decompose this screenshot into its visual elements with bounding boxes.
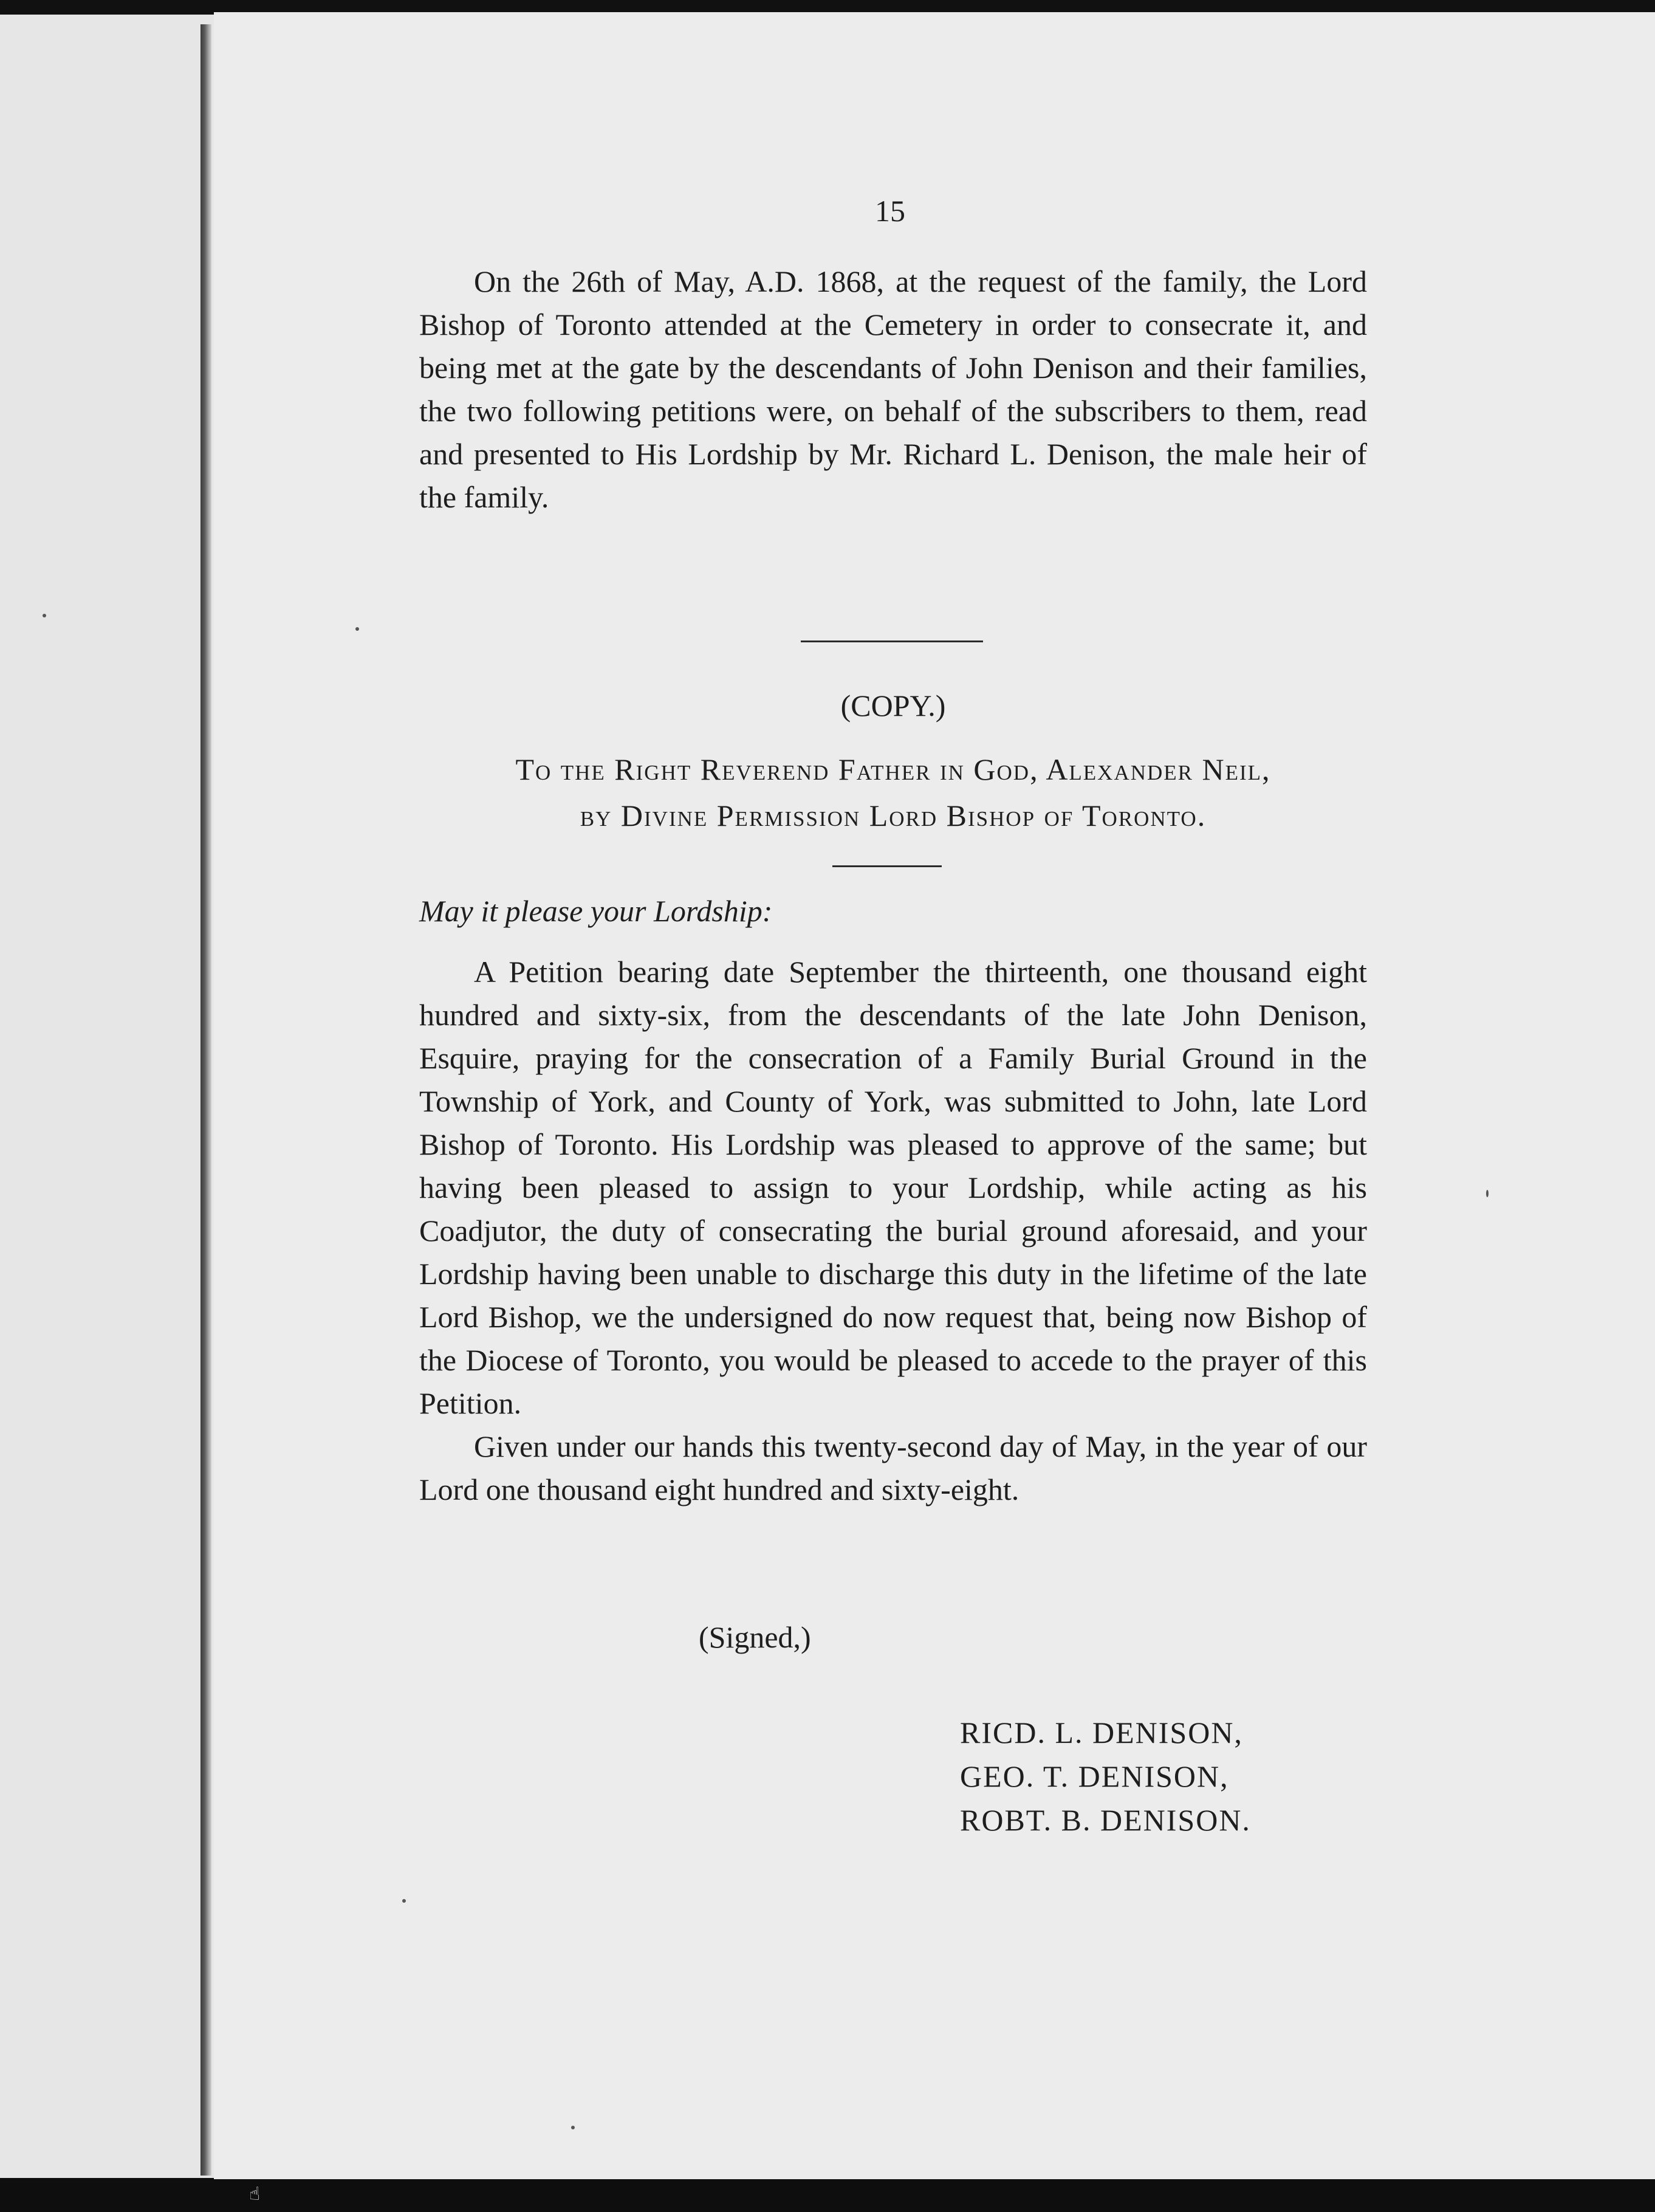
dust-speck <box>1486 1190 1489 1197</box>
signatory-name: ROBT. B. DENISON. <box>960 1803 1251 1837</box>
book-spine <box>200 24 211 2176</box>
salutation: May it please your Lordship: <box>419 894 773 928</box>
dust-speck <box>402 1899 406 1903</box>
petition-address <box>419 746 1367 839</box>
signed-label: (Signed,) <box>699 1620 811 1654</box>
address-divider <box>832 865 942 867</box>
intro-text: On the 26th of May, A.D. 1868, at the request of the family, the Lord Bishop of Toronto attended at the Cemetery in order to consecrate it, and being met at the gate by the descendants of John Denison and their families, the two following petitions were, on behalf of the subscribers to them, read and presented to His Lordship by Mr. Richard L. Denison, the male heir of the family. <box>419 264 1367 514</box>
signatory-name: RICD. L. DENISON, <box>960 1716 1243 1750</box>
petition-body <box>419 950 1367 1511</box>
section-divider <box>801 641 983 642</box>
address-line-1: To the Right Reverend Father in God, Alexander Neil, <box>515 752 1271 786</box>
copy-heading: (COPY.) <box>840 689 946 723</box>
dust-speck <box>43 614 46 617</box>
pointer-hand-icon: ☝ <box>249 2183 261 2205</box>
intro-paragraph <box>419 260 1367 519</box>
petition-body-text: A Petition bearing date September the thirteenth, one thousand eight hundred and sixty-six, from the descendants of the late John Denison, Esquire, praying for the consecration of a Family Burial Ground in the Township of York, and County of York, was submitted to John, late Lord Bishop of Toronto. His Lordship was pleased to approve of the same; but having been pleased to assign to your Lordship, while acting as his Coadjutor, the duty of consecrating the burial ground aforesaid, and your Lordship having been unable to discharge this duty in the lifetime of the late Lord Bishop, we the undersigned do now request that, being now Bishop of the Diocese of Toronto, you would be pleased to accede to the prayer of this Petition. <box>419 955 1367 1420</box>
page-number: 15 <box>875 194 905 228</box>
petition-given-text: Given under our hands this twenty-second day of May, in the year of our Lord one thousand eight hundred and sixty-eight. <box>419 1429 1367 1506</box>
scan-border-bottom <box>0 2179 1655 2212</box>
facing-page-edge <box>0 15 214 2178</box>
signatory-name: GEO. T. DENISON, <box>960 1759 1229 1793</box>
signatories <box>960 1711 1251 1842</box>
dust-speck <box>571 2126 575 2129</box>
address-line-2: by Divine Permission Lord Bishop of Toronto. <box>580 799 1207 833</box>
dust-speck <box>355 627 359 631</box>
